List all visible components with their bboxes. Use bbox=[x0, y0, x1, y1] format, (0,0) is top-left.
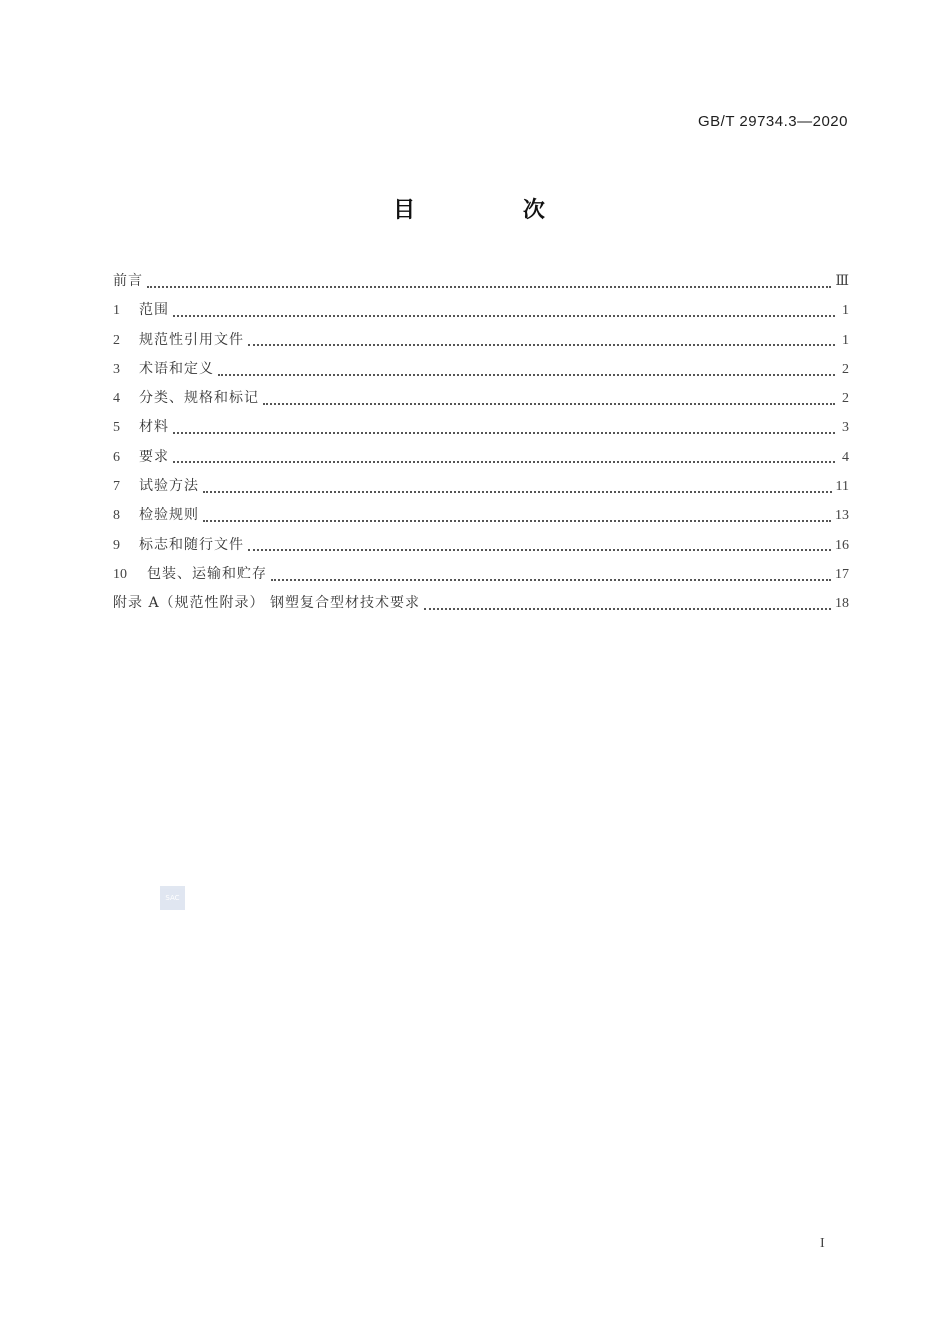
toc-leader-dots bbox=[218, 374, 835, 376]
toc-entry-number: 9 bbox=[113, 537, 120, 553]
toc-entry-2[interactable] bbox=[113, 329, 849, 358]
toc-entry-label: 分类、规格和标记 bbox=[139, 390, 259, 407]
toc-entry-label: 材料 bbox=[139, 419, 169, 436]
toc-entry-5[interactable] bbox=[113, 416, 849, 445]
toc-entry-label: 范围 bbox=[139, 302, 169, 319]
toc-entry-label: 包装、运输和贮存 bbox=[147, 565, 267, 582]
toc-entry-number: 5 bbox=[113, 420, 120, 436]
toc-entry-label: 规范性引用文件 bbox=[139, 331, 244, 348]
toc-entry-number: 4 bbox=[113, 391, 120, 407]
toc-leader-dots bbox=[173, 461, 835, 463]
toc-entry-page: 11 bbox=[835, 479, 849, 495]
toc-entry-page: 3 bbox=[842, 420, 849, 436]
toc-entry-appendix-a[interactable] bbox=[113, 592, 849, 621]
standard-number: GB/T 29734.3—2020 bbox=[698, 113, 848, 130]
toc-leader-dots bbox=[203, 491, 832, 493]
toc-leader-dots bbox=[173, 315, 835, 317]
toc-entry-label: 附录 A（规范性附录） 钢塑复合型材技术要求 bbox=[113, 595, 421, 612]
toc-leader-dots bbox=[248, 344, 835, 346]
toc-entry-page: 2 bbox=[842, 391, 849, 407]
toc-entry-label: 术语和定义 bbox=[139, 360, 214, 377]
toc-entry-page: 2 bbox=[842, 361, 849, 377]
toc-entry-number: 6 bbox=[113, 449, 120, 465]
toc-entry-number: 3 bbox=[113, 361, 120, 377]
toc-entry-label: 前言 bbox=[113, 273, 143, 289]
toc-entry-number: 10 bbox=[113, 566, 127, 582]
toc-entry-label: 要求 bbox=[139, 448, 169, 465]
toc-entry-number: 2 bbox=[113, 332, 120, 348]
toc-entry-9[interactable] bbox=[113, 534, 849, 563]
toc-entry-page: 16 bbox=[835, 537, 849, 553]
toc-entry-label: 试验方法 bbox=[139, 478, 199, 495]
sac-watermark-logo: SAC bbox=[160, 886, 185, 910]
toc-entry-number: 1 bbox=[113, 303, 120, 319]
table-of-contents bbox=[113, 270, 849, 622]
toc-entry-number: 7 bbox=[113, 479, 120, 495]
toc-entry-label: 检验规则 bbox=[139, 507, 199, 524]
toc-entry-7[interactable] bbox=[113, 475, 849, 504]
toc-entry-page: 13 bbox=[835, 508, 849, 524]
toc-leader-dots bbox=[203, 520, 831, 522]
toc-entry-1[interactable] bbox=[113, 299, 849, 328]
toc-entry-foreword[interactable] bbox=[113, 270, 849, 299]
toc-leader-dots bbox=[271, 579, 831, 581]
toc-entry-4[interactable] bbox=[113, 387, 849, 416]
toc-entry-label: 标志和随行文件 bbox=[139, 536, 244, 553]
toc-entry-6[interactable] bbox=[113, 446, 849, 475]
toc-leader-dots bbox=[424, 608, 831, 610]
toc-entry-number: 8 bbox=[113, 508, 120, 524]
toc-entry-page: Ⅲ bbox=[835, 274, 849, 289]
toc-entry-10[interactable] bbox=[113, 563, 849, 592]
toc-entry-8[interactable] bbox=[113, 504, 849, 533]
page-number: I bbox=[820, 1236, 825, 1251]
toc-entry-page: 1 bbox=[842, 332, 849, 348]
toc-leader-dots bbox=[147, 286, 831, 288]
toc-leader-dots bbox=[248, 549, 831, 551]
toc-leader-dots bbox=[263, 403, 835, 405]
toc-entry-page: 18 bbox=[835, 596, 849, 612]
page-title: 目 次 bbox=[393, 198, 595, 223]
toc-entry-page: 17 bbox=[835, 566, 849, 582]
toc-entry-page: 1 bbox=[842, 303, 849, 319]
toc-leader-dots bbox=[173, 432, 835, 434]
toc-entry-3[interactable] bbox=[113, 358, 849, 387]
toc-entry-page: 4 bbox=[842, 449, 849, 465]
